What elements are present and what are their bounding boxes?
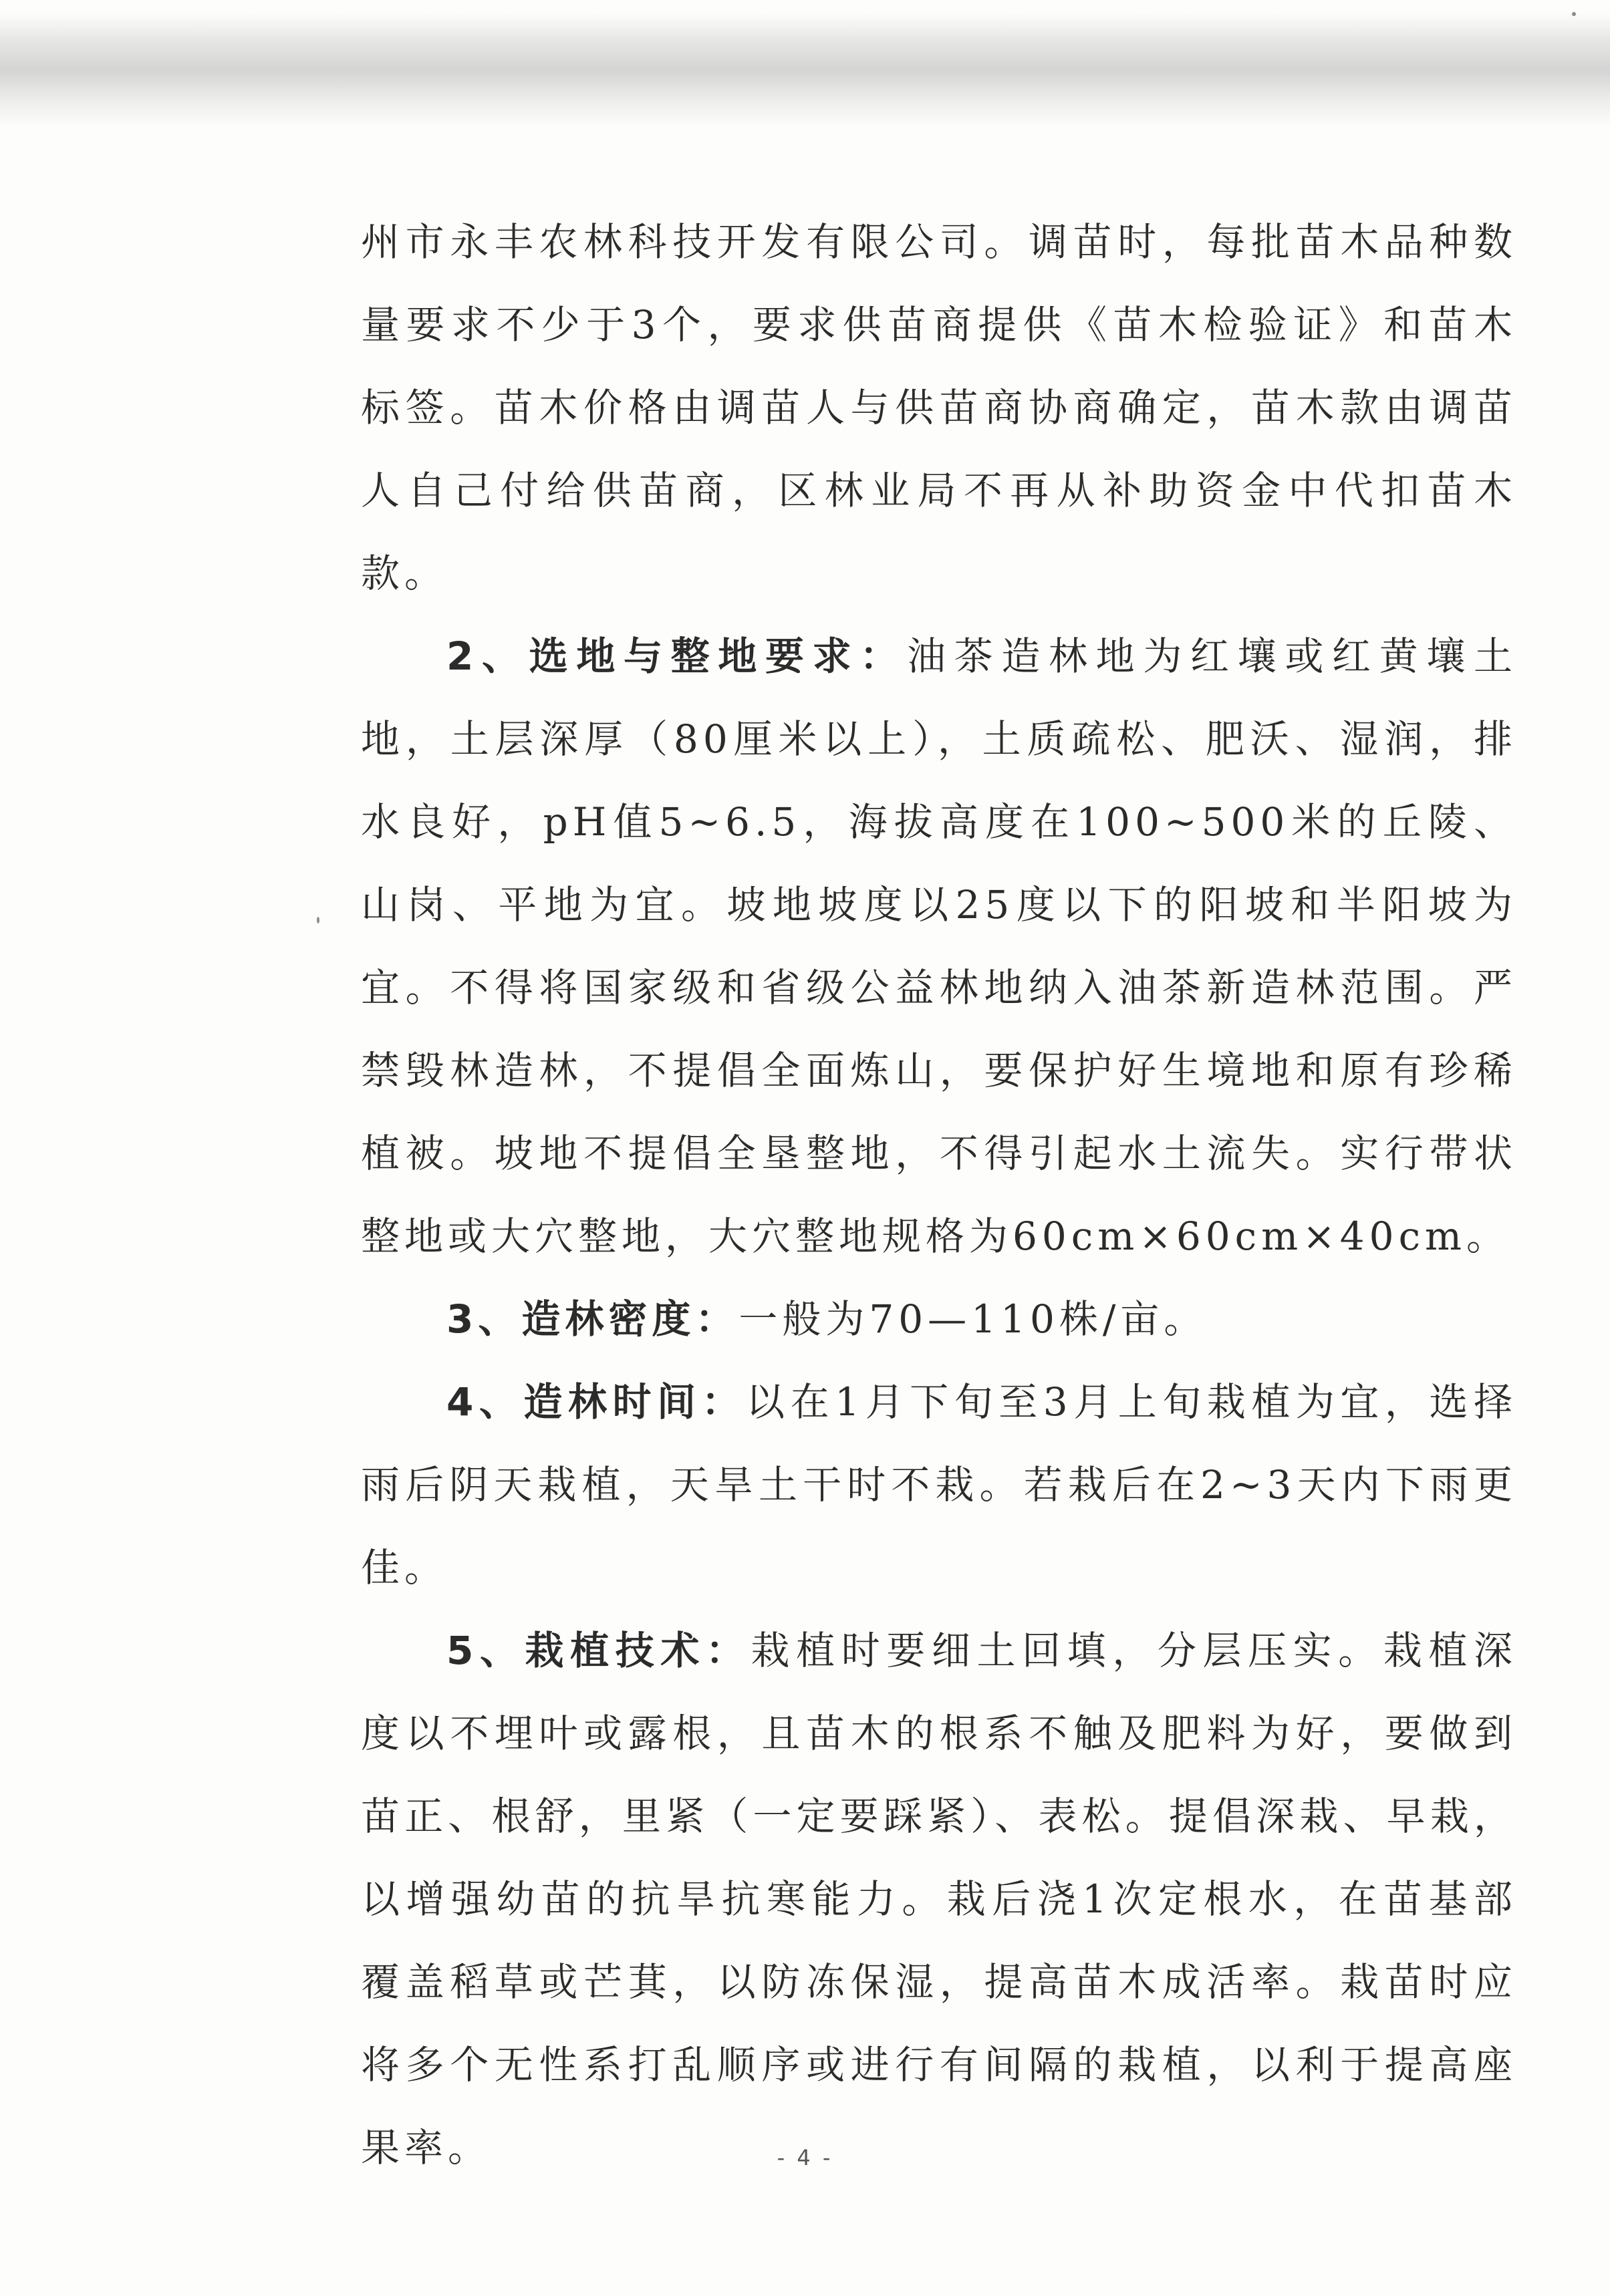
paragraph-1	[361, 200, 1517, 615]
paragraph-text: 油茶造林地为红壤或红黄壤土地，土层深厚（80厘米以上），土质疏松、肥沃、湿润，排水良好，pH值5~6.5，海拔高度在100~500米的丘陵、山岗、平地为宜。坡地坡度以25度以下的阳坡和半阳坡为宜。不得将国家级和省级公益林地纳入油茶新造林范围。严禁毁林造林，不提倡全面炼山，要保护好生境地和原有珍稀植被。坡地不提倡全垦整地，不得引起水土流失。实行带状整地或大穴整地，大穴整地规格为60cm×60cm×40cm。	[361, 633, 1517, 1259]
scan-speck	[317, 917, 319, 923]
paragraph-4	[361, 1360, 1517, 1609]
paragraph-text: 一般为70—110株/亩。	[739, 1296, 1208, 1342]
paragraph-text: 栽植时要细土回填，分层压实。栽植深度以不埋叶或露根，且苗木的根系不触及肥料为好，要做到苗正、根舒，里紧（一定要踩紧）、表松。提倡深栽、早栽，以增强幼苗的抗旱抗寒能力。栽后浇1次定根水，在苗基部覆盖稻草或芒萁，以防冻保湿，提高苗木成活率。栽苗时应将多个无性系打乱顺序或进行有间隔的栽植，以利于提高座果率。	[361, 1628, 1517, 2170]
paragraph-3	[361, 1278, 1517, 1360]
section-heading: 5、栽植技术：	[446, 1628, 751, 1673]
paragraph-text: 以在1月下旬至3月上旬栽植为宜，选择雨后阴天栽植，天旱土干时不栽。若栽后在2~3天内下雨更佳。	[361, 1379, 1518, 1590]
section-heading: 3、造林密度：	[446, 1296, 739, 1342]
paragraph-text: 州市永丰农林科技开发有限公司。调苗时，每批苗木品种数量要求不少于3个，要求供苗商提供《苗木检验证》和苗木标签。苗木价格由调苗人与供苗商协商确定，苗木款由调苗人自己付给供苗商，区林业局不再从补助资金中代扣苗木款。	[361, 219, 1517, 596]
page-number: - 4 -	[777, 2145, 833, 2170]
scan-speck	[1572, 12, 1576, 16]
scan-shadow-band	[0, 13, 1610, 127]
paragraph-5	[361, 1609, 1517, 2189]
document-body	[361, 200, 1517, 2189]
section-heading: 2、选地与整地要求：	[446, 633, 908, 679]
section-heading: 4、造林时间：	[446, 1379, 747, 1425]
paragraph-2	[361, 615, 1517, 1278]
